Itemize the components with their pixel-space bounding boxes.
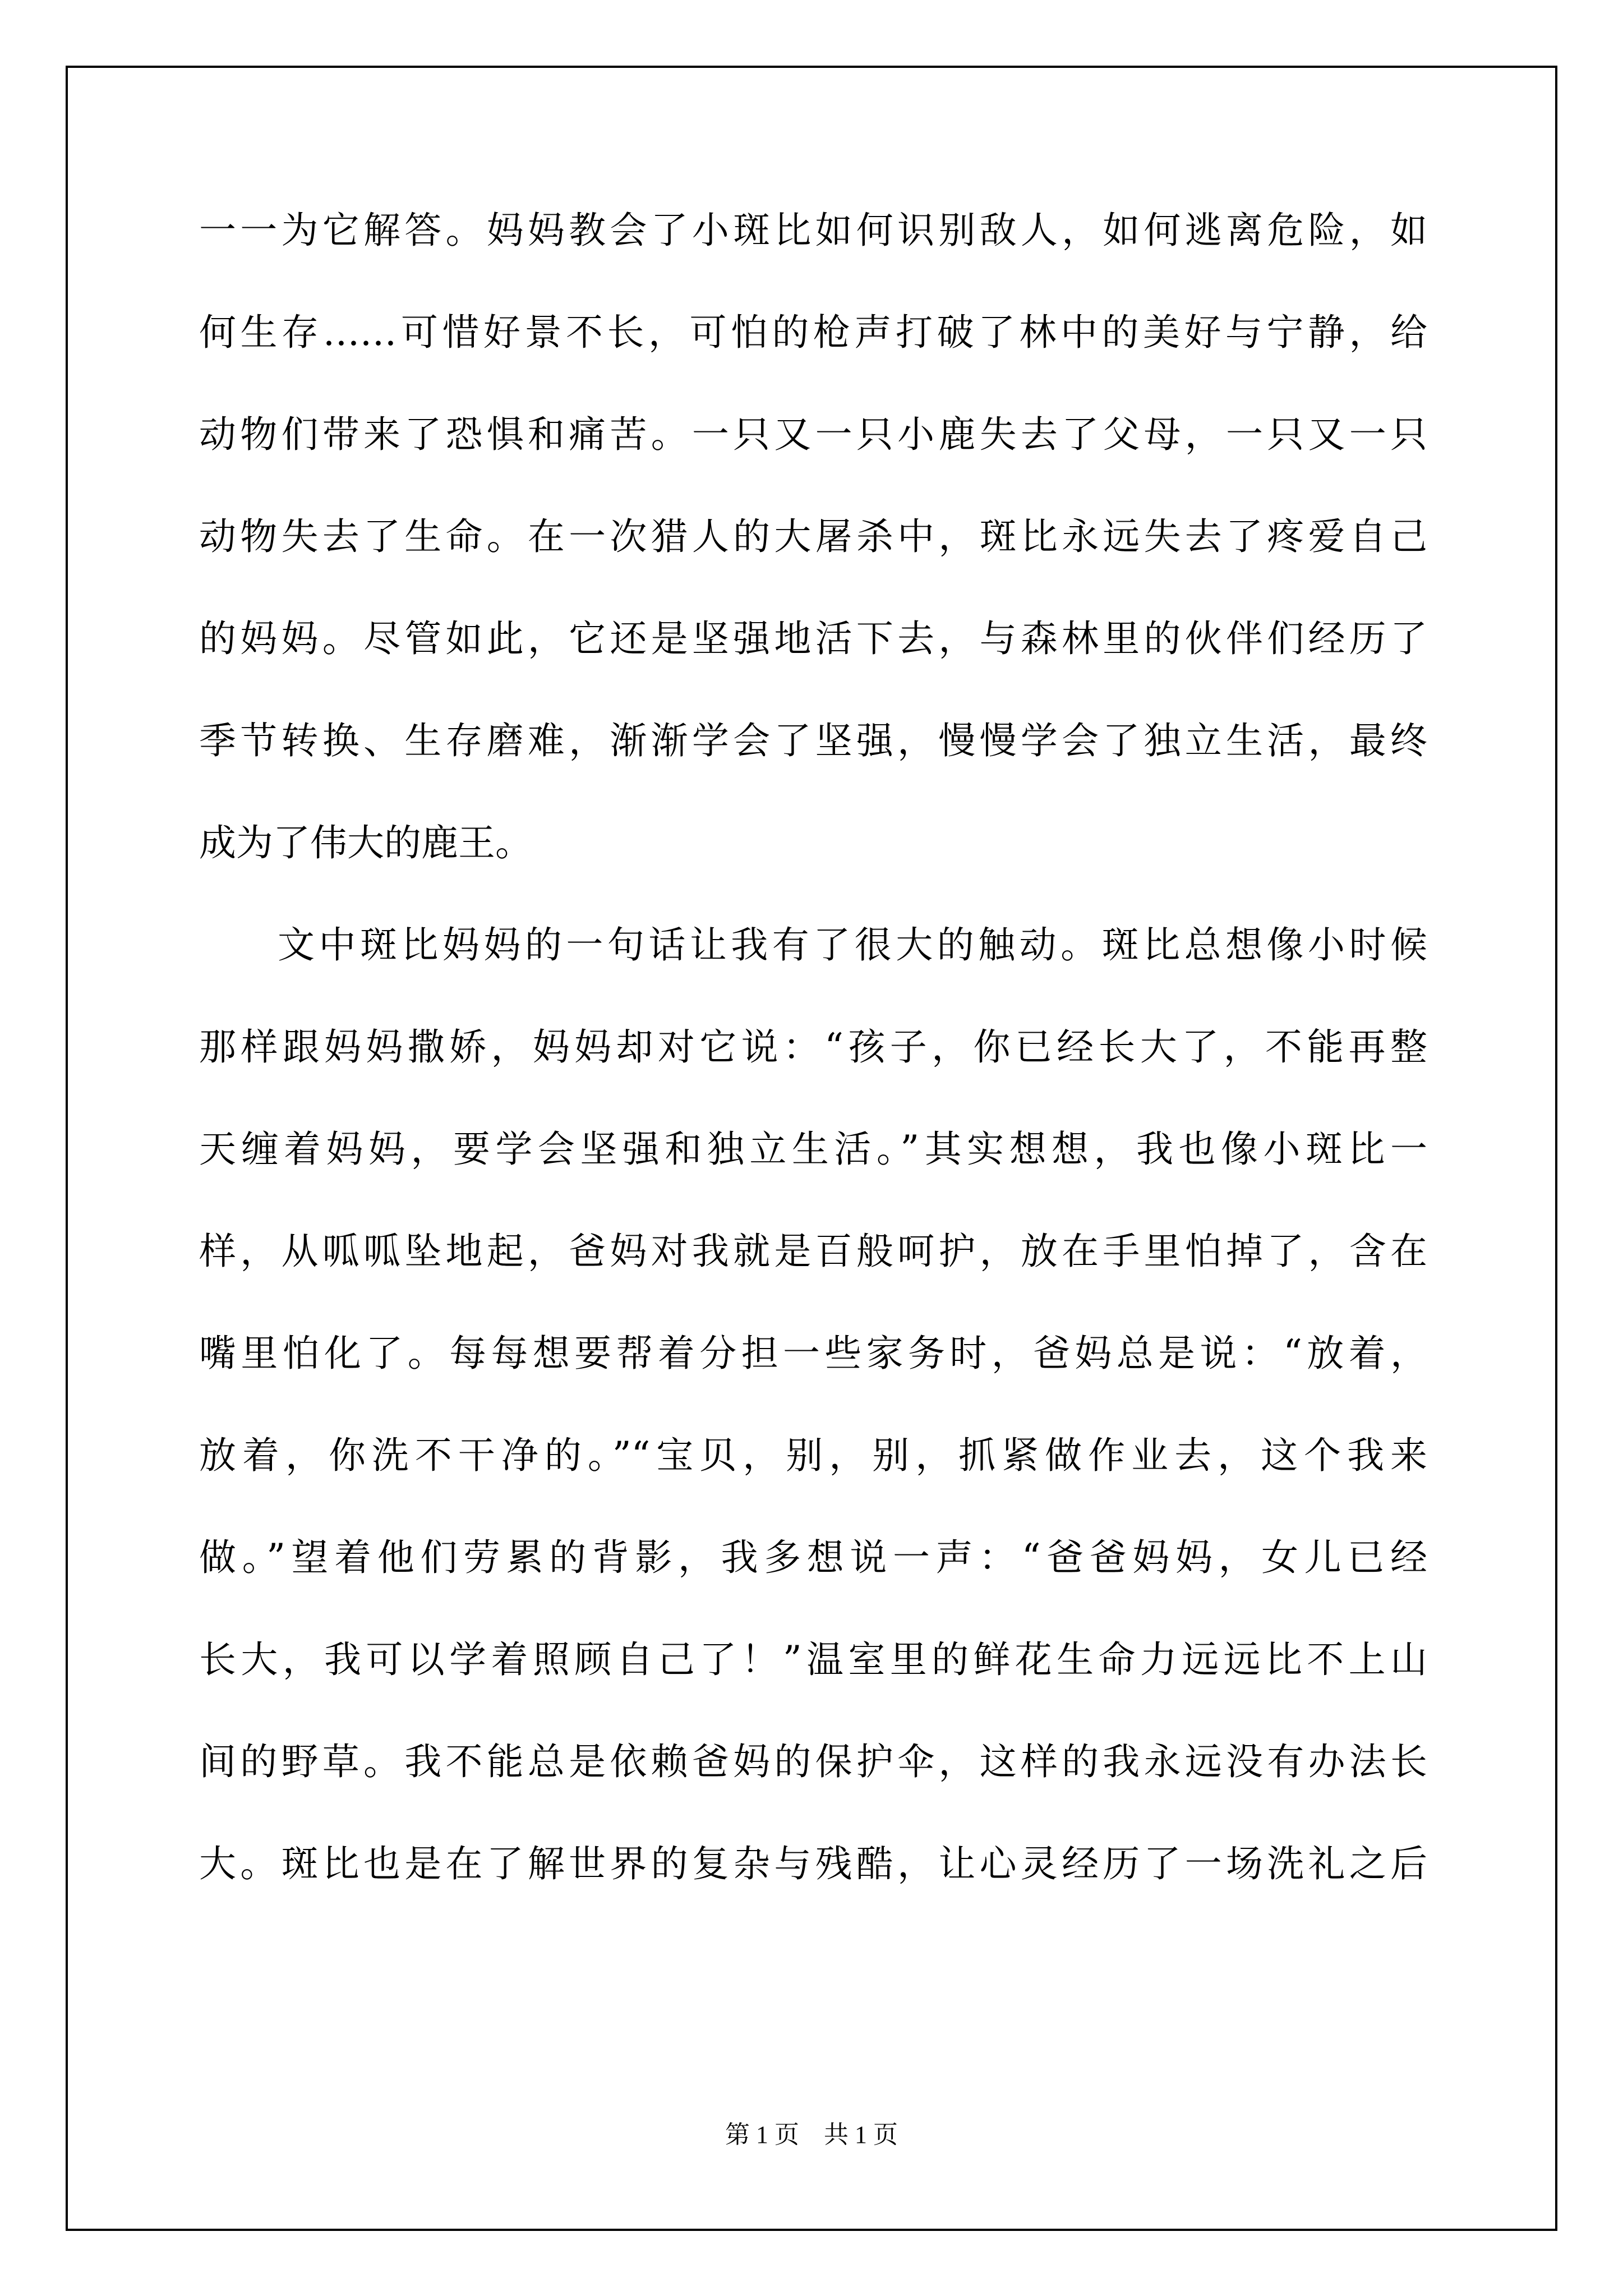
text-line: 样，从呱呱坠地起，爸妈对我就是百般呵护，放在手里怕掉了，含在 [199, 1230, 1427, 1273]
document-body [199, 205, 1427, 1940]
text-line: 放着，你洗不干净的。”“宝贝，别，别，抓紧做作业去，这个我来 [199, 1434, 1427, 1477]
text-line: 嘴里怕化了。每每想要帮着分担一些家务时，爸妈总是说：“放着， [199, 1332, 1427, 1375]
text-line: 一一为它解答。妈妈教会了小斑比如何识别敌人，如何逃离危险，如 [199, 209, 1427, 252]
text-line: 何生存……可惜好景不长，可怕的枪声打破了林中的美好与宁静，给 [199, 311, 1427, 354]
paragraph-end-line: 成为了伟大的鹿王。 [199, 821, 532, 864]
text-line: 动物们带来了恐惧和痛苦。一只又一只小鹿失去了父母，一只又一只 [199, 413, 1427, 456]
text-line: 动物失去了生命。在一次猎人的大屠杀中，斑比永远失去了疼爱自己 [199, 515, 1427, 558]
text-line: 的妈妈。尽管如此，它还是坚强地活下去，与森林里的伙伴们经历了 [199, 617, 1427, 660]
text-line: 长大，我可以学着照顾自己了！”温室里的鲜花生命力远远比不上山 [199, 1638, 1427, 1681]
text-line: 间的野草。我不能总是依赖爸妈的保护伞，这样的我永远没有办法长 [199, 1740, 1427, 1783]
text-line: 天缠着妈妈，要学会坚强和独立生活。”其实想想，我也像小斑比一 [199, 1128, 1427, 1171]
text-line: 大。斑比也是在了解世界的复杂与残酷，让心灵经历了一场洗礼之后 [199, 1842, 1427, 1885]
paragraph-first-line: 文中斑比妈妈的一句话让我有了很大的触动。斑比总想像小时候 [278, 923, 1427, 967]
text-line: 那样跟妈妈撒娇，妈妈却对它说：“孩子，你已经长大了，不能再整 [199, 1025, 1427, 1069]
page-number-footer: 第 1 页 共 1 页 [725, 2121, 898, 2148]
text-line: 季节转换、生存磨难，渐渐学会了坚强，慢慢学会了独立生活，最终 [199, 719, 1427, 762]
text-line: 做。”望着他们劳累的背影，我多想说一声：“爸爸妈妈，女儿已经 [199, 1536, 1427, 1579]
